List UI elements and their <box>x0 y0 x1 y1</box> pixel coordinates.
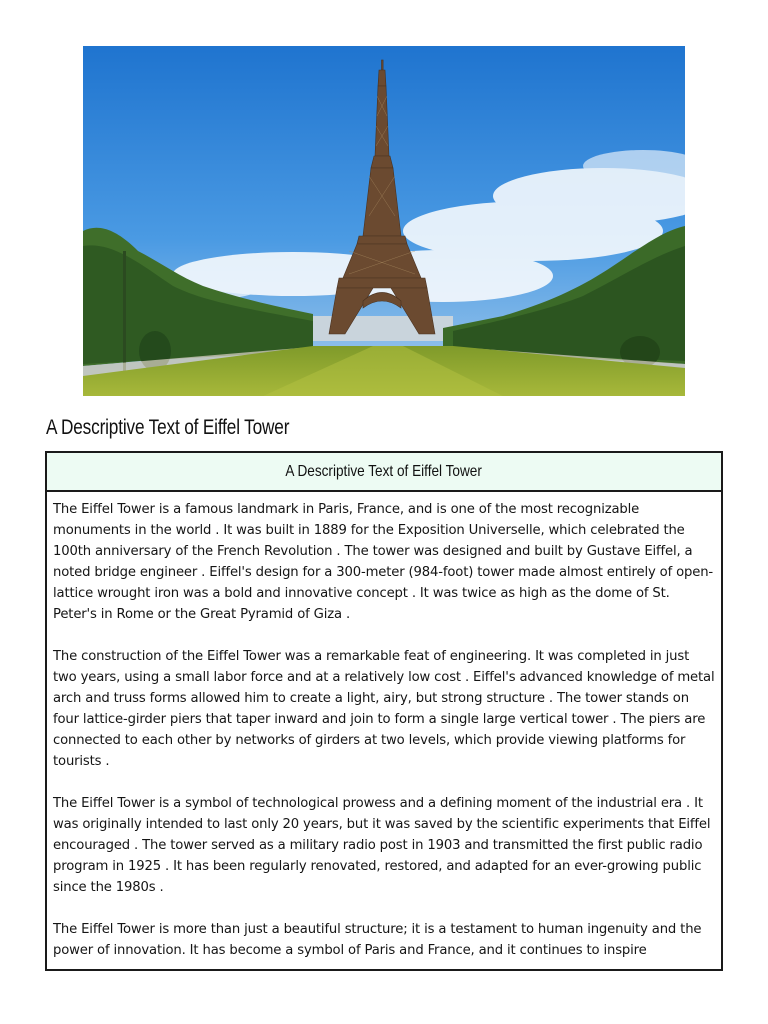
text-box-header-label: A Descriptive Text of Eiffel Tower <box>285 462 483 480</box>
paragraph-1: The Eiffel Tower is a famous landmark in Paris, France, and is one of the most recognizable monuments in the world . It was built in 1889 for the Exposition Universelle, which celebrated the 100th anniversary of the French Revolution . The tower was designed and built by Gustave Eiffel, a noted bridge engineer . Eiffel's design for a 300-meter (984-foot) tower made almost entirely of open-lattice wrought iron was a bold and innovative concept . It was twice as high as the dome of St. Peter's in Rome or the Great Pyramid of Giza . <box>53 502 714 622</box>
paragraph-3: The Eiffel Tower is a symbol of technological prowess and a defining moment of the industrial era . It was originally intended to last only 20 years, but it was saved by the scientific experiments that Eiffel encouraged . The tower served as a military radio post in 1903 and transmitted the first public radio program in 1925 . It has been regularly renovated, restored, and adapted for an ever-growing public since the 1980s . <box>53 796 711 895</box>
eiffel-tower-photo <box>83 46 685 396</box>
text-box-body <box>47 492 721 961</box>
page-title: A Descriptive Text of Eiffel Tower <box>46 416 290 439</box>
paragraph-4: The Eiffel Tower is more than just a beautiful structure; it is a testament to human ingenuity and the power of innovation. It has become a symbol of Paris and France, and it continues to inspire <box>53 922 702 958</box>
descriptive-text-box <box>45 451 723 971</box>
eiffel-tower-illustration <box>83 46 685 396</box>
text-box-header <box>47 453 721 492</box>
paragraph-2: The construction of the Eiffel Tower was a remarkable feat of engineering. It was completed in just two years, using a small labor force and at a relatively low cost . Eiffel's advanced knowledge of metal arch and truss forms allowed him to create a light, airy, but strong structure . The tower stands on four lattice-girder piers that taper inward and join to form a single large vertical tower . The piers are connected to each other by networks of girders at two levels, which provide viewing platforms for tourists . <box>53 649 715 769</box>
